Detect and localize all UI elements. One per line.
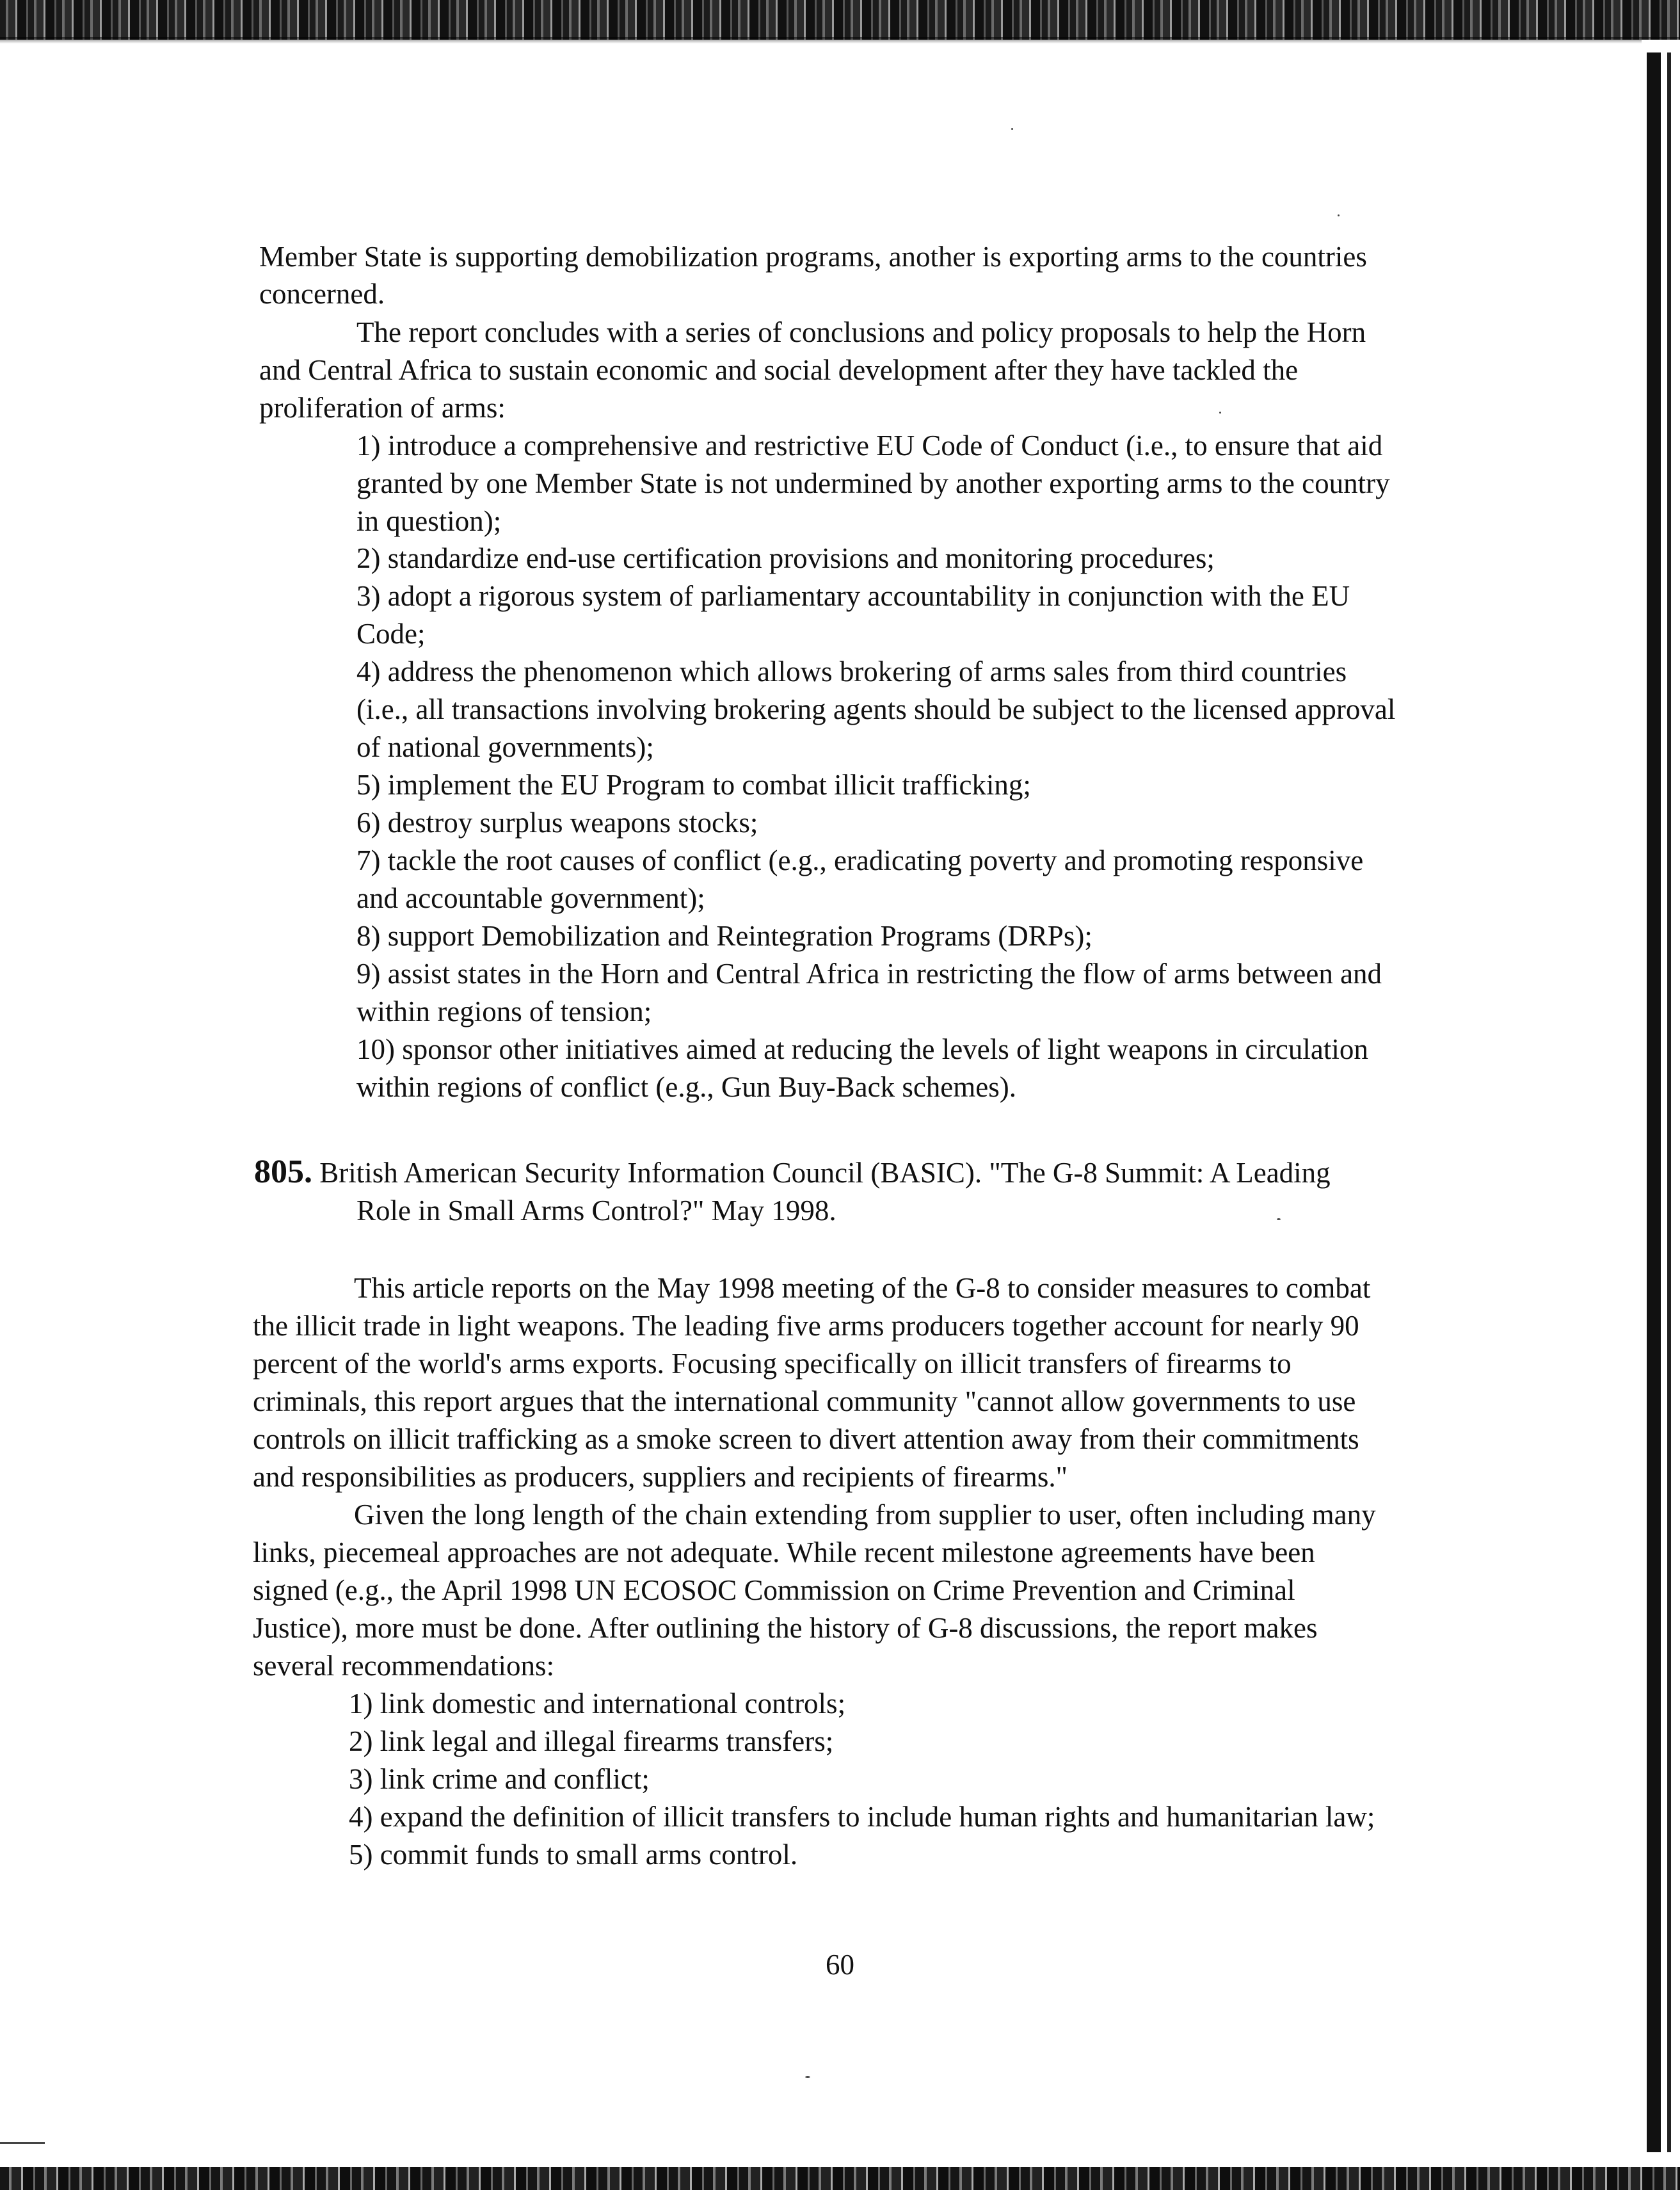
scan-speck [1277,1218,1281,1220]
body-text-line: controls on illicit trafficking as a smoke screen to divert attention away from their commitments [253,1423,1359,1455]
policy-list-line: (i.e., all transactions involving brokering agents should be subject to the licensed approval [356,693,1396,725]
body-text-line: Given the long length of the chain extending from supplier to user, often including many [354,1499,1376,1531]
policy-list-line: within regions of conflict (e.g., Gun Buy-Back schemes). [356,1071,1017,1103]
body-text-line: criminals, this report argues that the international community "cannot allow governments to use [253,1385,1356,1417]
scan-speck [1011,128,1013,130]
policy-list-line: and accountable government); [356,882,705,914]
body-text-line: the illicit trade in light weapons. The leading five arms producers together account for nearly 90 [253,1310,1359,1342]
policy-list-line: 2) standardize end-use certification provisions and monitoring procedures; [356,542,1215,574]
scan-speck [805,2076,810,2078]
body-text-line: Justice), more must be done. After outlining the history of G-8 discussions, the report makes [253,1612,1318,1644]
policy-list-line: 1) introduce a comprehensive and restrictive EU Code of Conduct (i.e., to ensure that aid [356,430,1383,462]
body-text-line: concerned. [259,278,385,310]
body-text-line: The report concludes with a series of conclusions and policy proposals to help the Horn [356,316,1366,348]
body-text-line: This article reports on the May 1998 meeting of the G-8 to consider measures to combat [354,1272,1371,1304]
policy-list-line: 6) destroy surplus weapons stocks; [356,807,758,839]
body-text-line: and responsibilities as producers, suppliers and recipients of firearms." [253,1461,1068,1493]
policy-list-line: 3) adopt a rigorous system of parliamentary accountability in conjunction with the EU [356,580,1350,612]
citation-text: Role in Small Arms Control?" May 1998. [356,1195,836,1227]
citation-text: British American Security Information Council (BASIC). "The G-8 Summit: A Leading [319,1157,1331,1189]
recommendation-item: 4) expand the definition of illicit transfers to include human rights and humanitarian law; [349,1801,1375,1833]
body-text-line: signed (e.g., the April 1998 UN ECOSOC Commission on Crime Prevention and Criminal [253,1574,1295,1606]
scan-speck [1219,412,1221,414]
body-text-line: and Central Africa to sustain economic and social development after they have tackled the [259,354,1299,386]
policy-list-line: granted by one Member State is not undermined by another exporting arms to the country [356,467,1390,499]
entry-citation [254,1154,1331,1191]
policy-list-line: 10) sponsor other initiatives aimed at reducing the levels of light weapons in circulation [356,1033,1368,1065]
body-text-line: links, piecemeal approaches are not adequate. While recent milestone agreements have been [253,1536,1315,1568]
body-text-line: proliferation of arms: [259,392,506,424]
policy-list-line: of national governments); [356,731,654,763]
scan-speck [1338,214,1340,216]
recommendation-item: 2) link legal and illegal firearms transfers; [349,1725,834,1757]
page-number: 60 [826,1949,854,1981]
policy-list-line: 9) assist states in the Horn and Central Africa in restricting the flow of arms between and [356,958,1382,990]
body-text-line: percent of the world's arms exports. Focusing specifically on illicit transfers of firearms to [253,1348,1292,1380]
policy-list-line: 7) tackle the root causes of conflict (e.g., eradicating poverty and promoting responsive [356,844,1364,876]
recommendation-item: 3) link crime and conflict; [349,1763,650,1795]
policy-list-line: within regions of tension; [356,995,652,1027]
policy-list-line: in question); [356,505,502,537]
entry-number: 805. [254,1154,312,1190]
recommendation-item: 1) link domestic and international controls; [349,1687,846,1719]
policy-list-line: Code; [356,618,426,650]
policy-list-line: 8) support Demobilization and Reintegration Programs (DRPs); [356,920,1092,952]
scan-speck [0,2142,45,2144]
body-text-line: Member State is supporting demobilization programs, another is exporting arms to the countries [259,241,1367,273]
body-text-line: several recommendations: [253,1650,555,1682]
policy-list-line: 5) implement the EU Program to combat illicit trafficking; [356,769,1031,801]
policy-list-line: 4) address the phenomenon which allows brokering of arms sales from third countries [356,656,1347,688]
recommendation-item: 5) commit funds to small arms control. [349,1839,798,1871]
